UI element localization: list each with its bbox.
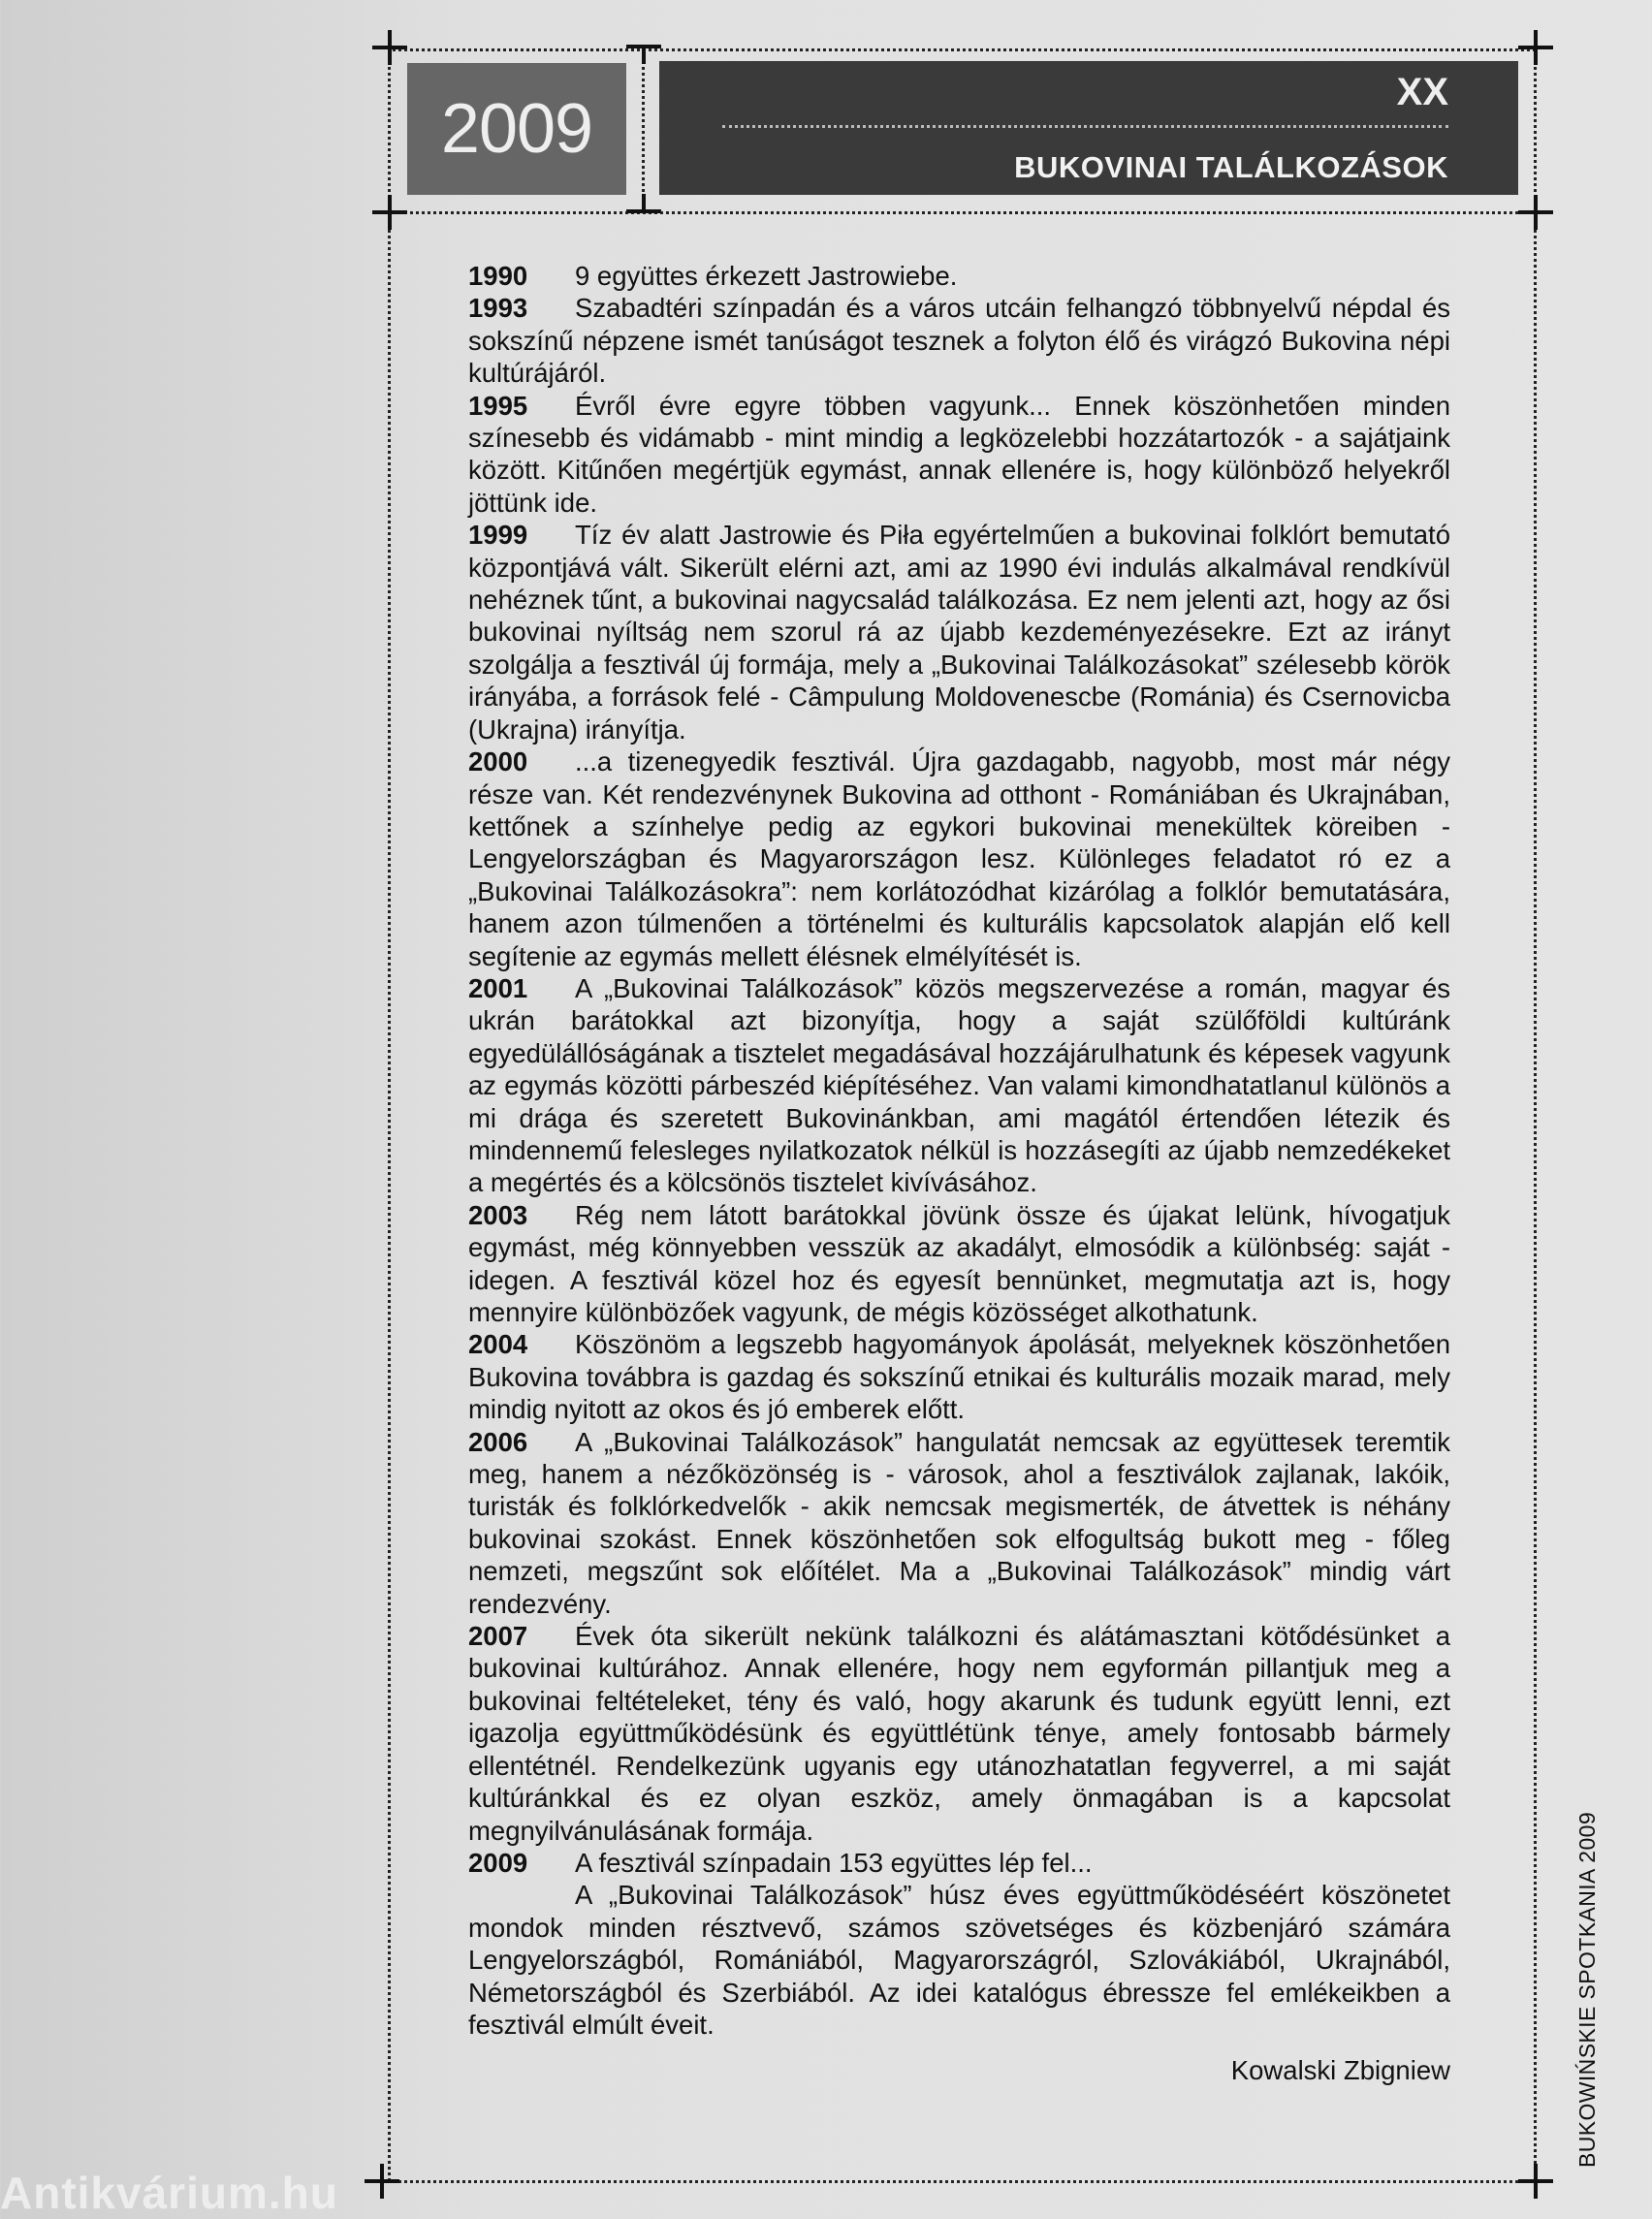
entry-1995 bbox=[468, 390, 1450, 520]
author-signature: Kowalski Zbigniew bbox=[1230, 2055, 1450, 2086]
entry-year: 1995 bbox=[468, 390, 528, 421]
crop-mark-icon bbox=[372, 195, 407, 230]
frame-left-line bbox=[388, 48, 391, 2181]
banner-dotted-divider bbox=[722, 125, 1448, 128]
entry-year: 2004 bbox=[468, 1329, 528, 1360]
entry-text: Köszönöm a legszebb hagyományok ápolását, melyeknek köszönhetően Bukovina továbbra is gazdag és sokszínű etnikai és kulturális mozaik marad, mely mindig nyitott az okos és jó emberek előtt. bbox=[468, 1329, 1450, 1425]
side-caption bbox=[1571, 1784, 1604, 2168]
entry-text: Szabadtéri színpadán és a város utcáin felhangzó többnyelvű népdal és sokszínű népzene ismét tanúságot tesznek a folyton élő és virágzó Bukovina népi kultúrájáról. bbox=[468, 293, 1450, 389]
entry-year: 1990 bbox=[468, 261, 528, 291]
entry-text: 9 együttes érkezett Jastrowiebe. bbox=[575, 261, 958, 291]
entry-text: A „Bukovinai Találkozások” hangulatát nemcsak az együttesek teremtik meg, hanem a nézőközönség is - városok, ahol a fesztiválok zajlanak, lakóik, turisták és folklórkedvelők - akik nemcsak megismerték, de átvettek is néhány bukovinai szokást. Ennek köszönhetően sok elfogultság bukott meg - főleg nemzeti, megszűnt sok előítélet. Ma a „Bukovinai Találkozások” mindig várt rendezvény. bbox=[468, 1426, 1450, 1619]
entry-year: 1999 bbox=[468, 520, 528, 551]
entry-2004 bbox=[468, 1328, 1450, 1425]
frame-right-line bbox=[1534, 48, 1537, 2181]
entry-year: 2003 bbox=[468, 1199, 528, 1230]
entry-year: 2001 bbox=[468, 972, 528, 1003]
crop-mark-icon bbox=[372, 30, 407, 65]
entry-2007 bbox=[468, 1620, 1450, 1847]
crop-mark-icon bbox=[626, 45, 661, 64]
entry-text: A „Bukovinai Találkozások” közös megszervezése a román, magyar és ukrán barátokkal azt bizonyítja, hogy a saját szülőföldi kultúránk egyedülállóságának a tisztelet megadásával hozzájárulhatunk és képesek vagyunk az egymás közötti párbeszéd kiépítéséhez. Van valami kimondhatatlanul különös a mi drága és szeretett Bukovinánkban, ami magától értendően létezik és mindennemű felesleges nyilatkozatok nélkül is hozzásegíti az újabb nemzedékeket a megértés és a kölcsönös tisztelet kivívásához. bbox=[468, 972, 1450, 1198]
entry-2003 bbox=[468, 1199, 1450, 1329]
chronicle-text bbox=[468, 260, 1450, 2087]
crop-mark-icon bbox=[365, 2164, 399, 2199]
entry-2006 bbox=[468, 1426, 1450, 1620]
entry-text: Évek óta sikerült nekünk találkozni és alátámasztani kötődésünket a bukovinai kultúrához. Annak ellenére, hogy nem egyformán pillantjuk meg a bukovinai feltételeket, tény és való, hogy akarunk és tudunk együtt lenni, ezt igazolja együttműködésünk és együttlétünk ténye, amely fontosabb bármely ellentétnél. Rendelkezünk ugyanis egy utánozhatatlan fegyverrel, a mi saját kultúránkkal és ez olyan eszköz, amely önmagában is a kapcsolat megnyilvánulásának formája. bbox=[468, 1621, 1450, 1846]
entry-year: 2006 bbox=[468, 1426, 528, 1457]
entry-text: Rég nem látott barátokkal jövünk össze és újakat lelünk, hívogatjuk egymást, még könnyebben vesszük az akadályt, elmosódik a különbség: saját - idegen. A fesztivál közel hoz és egyesít bennünket, megmutatja azt is, hogy mennyire különbözőek vagyunk, de mégis közösséget alkothatunk. bbox=[468, 1199, 1450, 1327]
crop-mark-icon bbox=[626, 194, 661, 213]
crop-mark-icon bbox=[1518, 195, 1553, 230]
frame-bottom-line bbox=[380, 2180, 1536, 2183]
crop-mark-icon bbox=[1518, 30, 1553, 65]
edition-number: XX bbox=[1396, 71, 1448, 113]
entry-1990 bbox=[468, 260, 1450, 292]
entry-year: 2007 bbox=[468, 1621, 528, 1652]
page-title: BUKOVINAI TALÁLKOZÁSOK bbox=[1014, 150, 1448, 184]
entry-text: Évről évre egyre többen vagyunk... Ennek köszönhetően minden színesebb és vidámabb - mint mindig a legközelebbi hozzátartozók - a sajátjaink között. Kitűnően megértjük egymást, annak ellenére is, hogy különböző helyekről jöttünk ide. bbox=[468, 390, 1450, 518]
entry-2001 bbox=[468, 972, 1450, 1199]
year-badge: 2009 bbox=[407, 63, 626, 195]
frame-top-line bbox=[388, 48, 1536, 51]
closing-paragraph: A „Bukovinai Találkozások” húsz éves együttműködéséért köszönetet mondok minden résztvevő, számos szövetséges és közbenjáró számára Lengyelországból, Romániából, Magyarországról, Szlovákiából, Ukrajnából, Németországból és Szerbiából. Az idei katalógus ébressze fel emlékeikben a fesztivál elmúlt éveit. bbox=[468, 1880, 1450, 2040]
watermark: Antikvárium.hu bbox=[0, 2168, 338, 2218]
entry-text: A fesztivál színpadain 153 együttes lép fel... bbox=[575, 1847, 1093, 1878]
entry-2000 bbox=[468, 745, 1450, 972]
entry-1999 bbox=[468, 519, 1450, 745]
title-banner bbox=[659, 61, 1518, 195]
side-caption-text: BUKOWIŃSKIE SPOTKANIA 2009 bbox=[1574, 1811, 1600, 2168]
entry-text: ...a tizenegyedik fesztivál. Újra gazdagabb, nagyobb, most már négy része van. Két rendezvénynek Bukovina ad otthont - Romániában és Ukrajnában, kettőnek a színhelye pedig az egykori bukovinai menekültek köreiben - Lengyelországban és Magyarországon lesz. Különleges feladatot ró ez a „Bukovinai Találkozásokra”: nem korlátozódhat kizárólag a folklór bemutatására, hanem azon túlmenően a történelmi és kulturális kapcsolatok alapján elő kell segítenie az egymás mellett élésnek elmélyítését is. bbox=[468, 746, 1450, 971]
frame-header-bottom-line bbox=[388, 211, 1536, 214]
crop-mark-icon bbox=[1518, 2164, 1553, 2199]
frame-header-divider-line bbox=[642, 48, 645, 211]
entry-year: 1993 bbox=[468, 293, 528, 324]
entry-2009 bbox=[468, 1847, 1450, 1879]
entry-year: 2000 bbox=[468, 746, 528, 777]
entry-year: 2009 bbox=[468, 1847, 528, 1878]
entry-1993 bbox=[468, 292, 1450, 389]
entry-text: Tíz év alatt Jastrowie és Piła egyértelműen a bukovinai folklórt bemutató központjává vált. Sikerült elérni azt, ami az 1990 évi indulás alkalmával rendkívül nehéznek tűnt, a bukovinai nagycsalád találkozása. Ez nem jelenti azt, hogy az ősi bukovinai nyíltság nem szorul rá az újabb kezdeményezésekre. Ezt az irányt szolgálja a fesztivál új formája, mely a „Bukovinai Találkozásokat” szélesebb körök irányába, a források felé - Câmpulung Moldovenescbe (Románia) és Csernovicba (Ukrajna) irányítja. bbox=[468, 520, 1450, 745]
